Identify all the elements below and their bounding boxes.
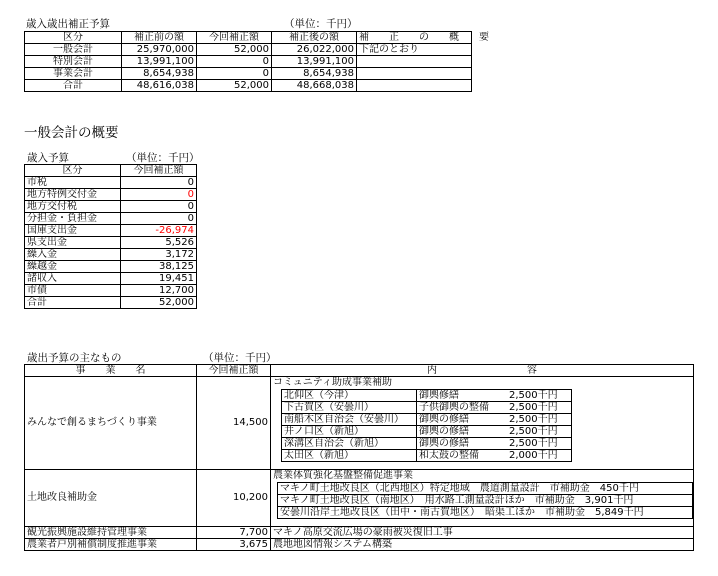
content-heading: 農業体質強化基盤整備促進事業 [273, 470, 413, 481]
table-row [25, 249, 197, 261]
expenditure-table [24, 364, 694, 551]
table-row [25, 261, 197, 273]
project-content [271, 470, 694, 527]
expenditure-unit: （単位：千円） [203, 352, 277, 364]
item-work [417, 414, 572, 426]
summary-header: 補 正 の 概 要 [357, 32, 472, 44]
summary-change: 52,000 [197, 80, 272, 92]
revenue-table [24, 164, 197, 309]
project-name: 土地改良補助金 [25, 470, 197, 527]
revenue-name: 市債 [25, 285, 121, 297]
summary-header: 区分 [25, 32, 122, 44]
project-value: 7,700 [197, 527, 271, 539]
revenue-value: 5,526 [121, 237, 197, 249]
item-amount: 2,500千円 [509, 438, 558, 449]
summary-before: 8,654,938 [122, 68, 197, 80]
list-item [282, 426, 572, 438]
expenditure-title: 歳出予算の主なもの [27, 352, 122, 364]
summary-before: 48,616,038 [122, 80, 197, 92]
list-item [278, 483, 693, 495]
project-content: マキノ高原交流広場の豪雨被災復旧工事 [271, 527, 694, 539]
item-work-label: 御輿の修繕 [419, 438, 469, 449]
table-row [25, 177, 197, 189]
content-heading: コミュニティ助成事業補助 [273, 377, 392, 388]
item-work-label: 御輿の修繕 [419, 414, 469, 425]
revenue-name: 地方交付税 [25, 201, 121, 213]
expenditure-header: 今回補正額 [197, 365, 271, 377]
revenue-value: -26,974 [121, 225, 197, 237]
item-work [417, 438, 572, 450]
summary-title: 歳入歳出補正予算 [26, 18, 110, 30]
table-row [25, 201, 197, 213]
item-amount: 2,500千円 [509, 414, 558, 425]
table-row [25, 44, 472, 56]
item-work [417, 426, 572, 438]
list-item [278, 507, 693, 519]
revenue-value: 3,172 [121, 249, 197, 261]
land-item: 安曇川沿岸土地改良区（田中・南古賀地区） 暗渠工ほか 市補助金 5,849千円 [278, 507, 693, 519]
table-row [25, 470, 694, 527]
revenue-value: 19,451 [121, 273, 197, 285]
list-item [278, 495, 693, 507]
item-work-label: 和太鼓の整備 [419, 450, 479, 461]
general-title: 一般会計の概要 [24, 125, 119, 141]
item-area: 南船木区自治会（安曇川） [282, 414, 417, 426]
table-row [25, 273, 197, 285]
revenue-value: 0 [121, 177, 197, 189]
revenue-title: 歳入予算 [27, 152, 69, 164]
project-name: 農業者戸別補償制度推進事業 [25, 539, 197, 551]
project-name: 観光振興施設維持管理事業 [25, 527, 197, 539]
summary-header: 補正前の額 [122, 32, 197, 44]
table-row [25, 539, 694, 551]
revenue-name: 地方特例交付金 [25, 189, 121, 201]
revenue-unit: （単位：千円） [126, 152, 200, 164]
summary-after: 26,022,000 [272, 44, 357, 56]
revenue-name: 市税 [25, 177, 121, 189]
project-content [271, 377, 694, 470]
item-area: 下古賀区（安曇川） [282, 402, 417, 414]
revenue-value: 12,700 [121, 285, 197, 297]
summary-note: 下記のとおり [357, 44, 472, 56]
item-amount: 2,500千円 [509, 402, 558, 413]
summary-name: 合計 [25, 80, 122, 92]
summary-after: 13,991,100 [272, 56, 357, 68]
summary-after: 8,654,938 [272, 68, 357, 80]
summary-change: 52,000 [197, 44, 272, 56]
summary-note [357, 68, 472, 80]
project-value: 10,200 [197, 470, 271, 527]
item-amount: 2,500千円 [509, 426, 558, 437]
item-work [417, 450, 572, 462]
item-work-label: 御輿修繕 [419, 390, 459, 401]
table-row [25, 297, 197, 309]
summary-table [24, 31, 489, 92]
summary-header: 補正後の額 [272, 32, 357, 44]
project-content: 農地地図情報システム構築 [271, 539, 694, 551]
summary-header-row [25, 32, 472, 44]
land-item: マキノ町土地改良区（北西地区）特定地域 農道測量設計 市補助金 450千円 [278, 483, 693, 495]
revenue-name: 国庫支出金 [25, 225, 121, 237]
revenue-value: 38,125 [121, 261, 197, 273]
list-item [282, 450, 572, 462]
table-row [25, 68, 472, 80]
expenditure-header: 内 容 [271, 365, 694, 377]
expenditure-header: 事 業 名 [25, 365, 197, 377]
list-item [282, 402, 572, 414]
list-item [282, 438, 572, 450]
item-area: 太田区（新旭） [282, 450, 417, 462]
summary-name: 事業会計 [25, 68, 122, 80]
table-row [25, 80, 472, 92]
item-work-label: 御輿の修繕 [419, 426, 469, 437]
revenue-header: 今回補正額 [121, 165, 197, 177]
land-item: マキノ町土地改良区（南地区） 用水路工測量設計ほか 市補助金 3,901千円 [278, 495, 693, 507]
item-area: 深溝区自治会（新旭） [282, 438, 417, 450]
revenue-name: 分担金・負担金 [25, 213, 121, 225]
item-work-label: 子供御輿の整備 [419, 402, 489, 413]
revenue-name: 繰越金 [25, 261, 121, 273]
revenue-value: 0 [121, 213, 197, 225]
table-row [25, 189, 197, 201]
summary-name: 一般会計 [25, 44, 122, 56]
revenue-name: 諸収入 [25, 273, 121, 285]
item-amount: 2,500千円 [509, 390, 558, 401]
item-work [417, 390, 572, 402]
revenue-value: 52,000 [121, 297, 197, 309]
summary-header: 今回補正額 [197, 32, 272, 44]
table-row [25, 527, 694, 539]
summary-after: 48,668,038 [272, 80, 357, 92]
table-row [25, 377, 694, 470]
table-row [25, 225, 197, 237]
list-item [282, 390, 572, 402]
project-name: みんなで創るまちづくり事業 [25, 377, 197, 470]
table-row [25, 213, 197, 225]
summary-before: 25,970,000 [122, 44, 197, 56]
machi-items [281, 389, 572, 462]
revenue-name: 合計 [25, 297, 121, 309]
project-value: 3,675 [197, 539, 271, 551]
item-area: 井ノ口区（新旭） [282, 426, 417, 438]
table-row [25, 285, 197, 297]
summary-unit: （単位：千円） [284, 18, 358, 30]
item-work [417, 402, 572, 414]
list-item [282, 414, 572, 426]
summary-note [357, 80, 472, 92]
project-value: 14,500 [197, 377, 271, 470]
summary-change: 0 [197, 68, 272, 80]
revenue-name: 繰入金 [25, 249, 121, 261]
revenue-header: 区分 [25, 165, 121, 177]
item-area: 北仰区（今津） [282, 390, 417, 402]
summary-change: 0 [197, 56, 272, 68]
summary-before: 13,991,100 [122, 56, 197, 68]
land-items [277, 482, 693, 519]
summary-note [357, 56, 472, 68]
table-row [25, 56, 472, 68]
item-amount: 2,000千円 [509, 450, 558, 461]
revenue-header-row [25, 165, 197, 177]
expenditure-header-row [25, 365, 694, 377]
revenue-name: 県支出金 [25, 237, 121, 249]
revenue-value: 0 [121, 201, 197, 213]
summary-name: 特別会計 [25, 56, 122, 68]
revenue-value: 0 [121, 189, 197, 201]
table-row [25, 237, 197, 249]
